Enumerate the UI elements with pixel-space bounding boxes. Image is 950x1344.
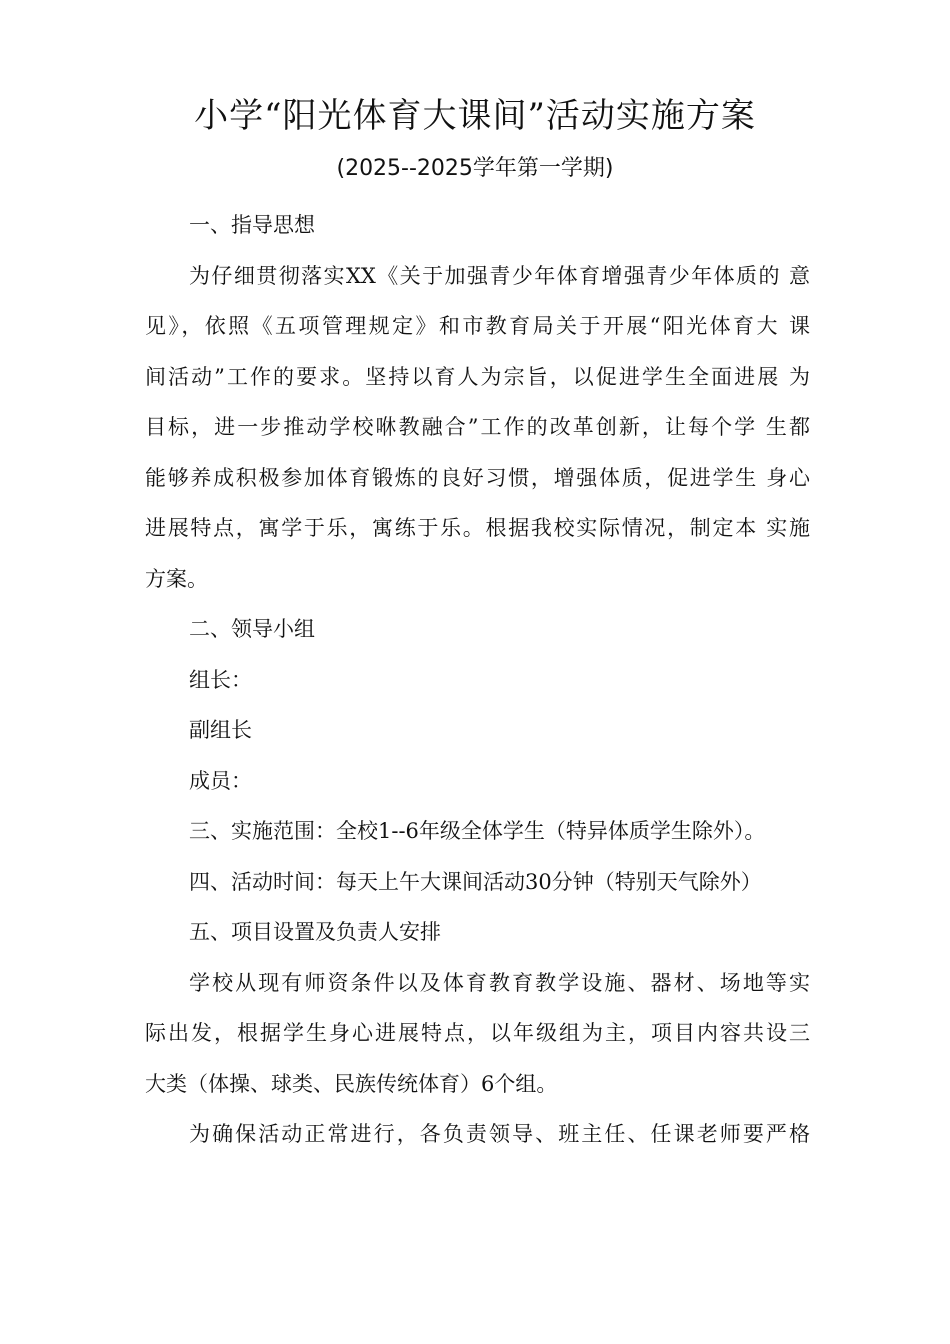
paragraph-line: 大类（体操、球类、民族传统体育）6个组。 [145,1071,558,1096]
deputy-leader-line: 副组长 [189,718,252,742]
paragraph-line: 学校从现有师资条件以及体育教育教学设施、器材、场地等实 [189,970,810,995]
paragraph-line: 间活动”工作的要求。坚持以育人为宗旨，以促进学生全面进展 为 [145,364,810,389]
section-heading-scope: 三、实施范围：全校1--6年级全体学生（特异体质学生除外）。 [189,819,766,843]
paragraph-line: 为仔细贯彻落实XX《关于加强青少年体育增强青少年体质的 意 [189,263,810,288]
paragraph-line: 能够养成积极参加体育锻炼的良好习惯，增强体质，促进学生 身心 [145,465,810,490]
paragraph-line: 见》，依照《五项管理规定》和市教育局关于开展“阳光体育大 课 [145,314,810,338]
section-heading-activity-time: 四、活动时间：每天上午大课间活动30分钟（特别天气除外） [189,869,762,894]
section-heading-guiding-ideology: 一、指导思想 [189,213,315,237]
section-heading-leadership-group: 二、领导小组 [189,617,315,641]
paragraph-line: 进展特点，寓学于乐，寓练于乐。根据我校实际情况，制定本 实施 [145,516,810,540]
group-leader-line: 组长： [189,667,252,692]
paragraph-line: 方案。 [145,566,208,591]
section-heading-project-setup: 五、项目设置及负责人安排 [189,920,441,944]
paragraph-line: 目标，进一步推动学校咻教融合”工作的改革创新，让每个学 生都 [145,415,810,439]
members-line: 成员： [189,768,252,793]
paragraph-line: 为确保活动正常进行，各负责领导、班主任、任课老师要严格 [189,1122,810,1146]
paragraph-line: 际出发，根据学生身心进展特点，以年级组为主，项目内容共设三 [145,1021,810,1045]
document-title: 小学“阳光体育大课间”活动实施方案 [194,96,756,136]
document-body [145,200,810,1160]
document-subtitle: (2025--2025学年第一学期) [336,156,614,181]
